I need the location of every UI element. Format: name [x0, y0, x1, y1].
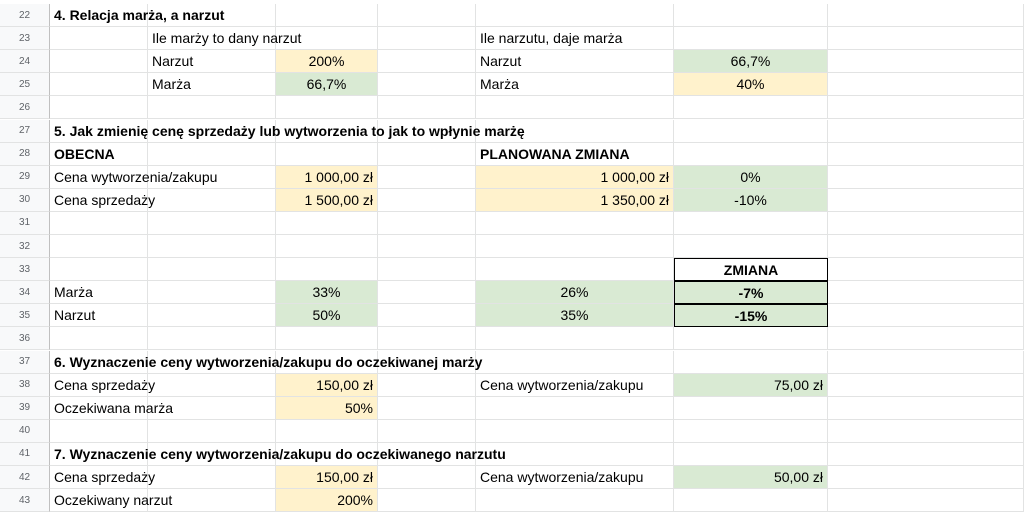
row-header[interactable]: 22	[0, 4, 50, 27]
cell[interactable]	[828, 50, 1024, 73]
cell[interactable]	[828, 212, 1024, 235]
value-cell[interactable]: 150,00 zł	[276, 466, 378, 489]
value-cell[interactable]: Cena wytworzenia/zakupu	[50, 166, 148, 189]
cell[interactable]	[828, 374, 1024, 397]
value-cell[interactable]: 0%	[674, 166, 828, 189]
cell[interactable]	[674, 397, 828, 420]
cell[interactable]	[476, 489, 674, 512]
cell[interactable]	[148, 374, 276, 397]
cell[interactable]	[378, 258, 476, 281]
cell[interactable]	[276, 258, 378, 281]
value-cell[interactable]: 1 000,00 zł	[476, 166, 674, 189]
value-cell[interactable]: Cena wytworzenia/zakupu	[476, 466, 674, 489]
row-header[interactable]: 35	[0, 304, 50, 327]
value-cell[interactable]: Cena wytworzenia/zakupu	[476, 374, 674, 397]
cell[interactable]	[828, 73, 1024, 96]
section-heading-cell[interactable]: 7. Wyznaczenie ceny wytworzenia/zakupu do oczekiwanego narzutu	[50, 443, 148, 466]
cell[interactable]	[378, 212, 476, 235]
row-header[interactable]: 37	[0, 351, 50, 374]
cell[interactable]	[378, 27, 476, 50]
cell[interactable]	[674, 351, 828, 374]
row-header[interactable]: 38	[0, 374, 50, 397]
cell[interactable]	[148, 466, 276, 489]
row-header[interactable]: 23	[0, 27, 50, 50]
section-heading-cell[interactable]: -15%	[674, 304, 828, 327]
section-heading-cell[interactable]: -7%	[674, 281, 828, 304]
cell[interactable]	[378, 327, 476, 350]
value-cell[interactable]: Narzut	[476, 50, 674, 73]
row-header[interactable]: 28	[0, 143, 50, 166]
value-cell[interactable]: Cena sprzedaży	[50, 189, 148, 212]
cell[interactable]	[828, 189, 1024, 212]
cell[interactable]	[50, 258, 148, 281]
cell[interactable]	[476, 327, 674, 350]
cell[interactable]	[378, 166, 476, 189]
cell[interactable]	[276, 4, 378, 27]
cell[interactable]	[276, 212, 378, 235]
value-cell[interactable]: 35%	[476, 304, 674, 327]
value-cell[interactable]: Oczekiwana marża	[50, 397, 148, 420]
value-cell[interactable]: 200%	[276, 50, 378, 73]
cell[interactable]	[50, 420, 148, 443]
cell[interactable]	[50, 27, 148, 50]
cell[interactable]	[378, 281, 476, 304]
value-cell[interactable]: Ile marży to dany narzut	[148, 27, 276, 50]
cell[interactable]	[378, 235, 476, 258]
value-cell[interactable]: 66,7%	[276, 73, 378, 96]
cell[interactable]	[828, 420, 1024, 443]
section-heading-cell[interactable]: OBECNA	[50, 143, 148, 166]
cell[interactable]	[276, 327, 378, 350]
row-header[interactable]: 40	[0, 420, 50, 443]
cell[interactable]	[378, 50, 476, 73]
cell[interactable]	[148, 212, 276, 235]
row-header[interactable]: 34	[0, 281, 50, 304]
row-header[interactable]: 29	[0, 166, 50, 189]
cell[interactable]	[476, 258, 674, 281]
cell[interactable]	[50, 212, 148, 235]
cell[interactable]	[476, 351, 674, 374]
cell[interactable]	[828, 281, 1024, 304]
cell[interactable]	[828, 397, 1024, 420]
cell[interactable]	[674, 96, 828, 119]
row-header[interactable]: 25	[0, 73, 50, 96]
row-header[interactable]: 33	[0, 258, 50, 281]
cell[interactable]	[674, 443, 828, 466]
cell[interactable]	[476, 420, 674, 443]
cell[interactable]	[828, 258, 1024, 281]
value-cell[interactable]: 1 500,00 zł	[276, 189, 378, 212]
cell[interactable]	[674, 489, 828, 512]
value-cell[interactable]: Narzut	[148, 50, 276, 73]
value-cell[interactable]: 150,00 zł	[276, 374, 378, 397]
cell[interactable]	[674, 120, 828, 143]
cell[interactable]	[476, 96, 674, 119]
cell[interactable]	[276, 420, 378, 443]
value-cell[interactable]: Cena sprzedaży	[50, 374, 148, 397]
cell[interactable]	[378, 304, 476, 327]
value-cell[interactable]: 40%	[674, 73, 828, 96]
value-cell[interactable]: Marża	[50, 281, 148, 304]
cell[interactable]	[378, 189, 476, 212]
cell[interactable]	[828, 235, 1024, 258]
section-heading-cell[interactable]: ZMIANA	[674, 258, 828, 281]
cell[interactable]	[148, 143, 276, 166]
cell[interactable]	[148, 235, 276, 258]
cell[interactable]	[148, 96, 276, 119]
cell[interactable]	[674, 143, 828, 166]
cell[interactable]	[828, 327, 1024, 350]
cell[interactable]	[828, 304, 1024, 327]
row-header[interactable]: 24	[0, 50, 50, 73]
value-cell[interactable]: 66,7%	[674, 50, 828, 73]
row-header[interactable]: 41	[0, 443, 50, 466]
row-header[interactable]: 27	[0, 120, 50, 143]
row-header[interactable]: 26	[0, 96, 50, 119]
cell[interactable]	[674, 4, 828, 27]
cell[interactable]	[674, 212, 828, 235]
value-cell[interactable]: 26%	[476, 281, 674, 304]
cell[interactable]	[276, 235, 378, 258]
value-cell[interactable]: 33%	[276, 281, 378, 304]
cell[interactable]	[148, 189, 276, 212]
cell[interactable]	[476, 235, 674, 258]
value-cell[interactable]: Marża	[476, 73, 674, 96]
cell[interactable]	[828, 166, 1024, 189]
cell[interactable]	[148, 281, 276, 304]
value-cell[interactable]: Narzut	[50, 304, 148, 327]
row-header[interactable]: 39	[0, 397, 50, 420]
cell[interactable]	[828, 443, 1024, 466]
cell[interactable]	[378, 420, 476, 443]
cell[interactable]	[476, 397, 674, 420]
cell[interactable]	[276, 96, 378, 119]
value-cell[interactable]: 200%	[276, 489, 378, 512]
row-header[interactable]: 36	[0, 327, 50, 350]
cell[interactable]	[828, 466, 1024, 489]
value-cell[interactable]: 1 000,00 zł	[276, 166, 378, 189]
row-header[interactable]: 30	[0, 189, 50, 212]
cell[interactable]	[378, 397, 476, 420]
cell[interactable]	[378, 73, 476, 96]
cell[interactable]	[674, 235, 828, 258]
cell[interactable]	[828, 96, 1024, 119]
row-header[interactable]: 43	[0, 489, 50, 512]
cell[interactable]	[828, 120, 1024, 143]
cell[interactable]	[148, 327, 276, 350]
cell[interactable]	[276, 143, 378, 166]
cell[interactable]	[50, 327, 148, 350]
cell[interactable]	[50, 73, 148, 96]
cell[interactable]	[50, 50, 148, 73]
cell[interactable]	[828, 351, 1024, 374]
cell[interactable]	[50, 235, 148, 258]
cell[interactable]	[378, 4, 476, 27]
value-cell[interactable]: 75,00 zł	[674, 374, 828, 397]
cell[interactable]	[674, 27, 828, 50]
value-cell[interactable]: 1 350,00 zł	[476, 189, 674, 212]
cell[interactable]	[50, 96, 148, 119]
value-cell[interactable]: 50%	[276, 397, 378, 420]
value-cell[interactable]: 50,00 zł	[674, 466, 828, 489]
value-cell[interactable]: Marża	[148, 73, 276, 96]
row-header[interactable]: 42	[0, 466, 50, 489]
value-cell[interactable]: Cena sprzedaży	[50, 466, 148, 489]
cell[interactable]	[378, 489, 476, 512]
cell[interactable]	[828, 489, 1024, 512]
cell[interactable]	[378, 466, 476, 489]
row-header[interactable]: 31	[0, 212, 50, 235]
cell[interactable]	[378, 96, 476, 119]
cell[interactable]	[148, 304, 276, 327]
section-heading-cell[interactable]: PLANOWANA ZMIANA	[476, 143, 674, 166]
value-cell[interactable]: Ile narzutu, daje marża	[476, 27, 674, 50]
value-cell[interactable]: 50%	[276, 304, 378, 327]
section-heading-cell[interactable]: 6. Wyznaczenie ceny wytworzenia/zakupu do oczekiwanej marży	[50, 351, 148, 374]
cell[interactable]	[674, 327, 828, 350]
cell[interactable]	[674, 420, 828, 443]
cell[interactable]	[476, 4, 674, 27]
cell[interactable]	[148, 258, 276, 281]
cell[interactable]	[148, 420, 276, 443]
cell[interactable]	[378, 143, 476, 166]
cell[interactable]	[828, 4, 1024, 27]
row-header[interactable]: 32	[0, 235, 50, 258]
value-cell[interactable]: -10%	[674, 189, 828, 212]
cell[interactable]	[476, 212, 674, 235]
value-cell[interactable]: Oczekiwany narzut	[50, 489, 148, 512]
cell[interactable]	[378, 374, 476, 397]
section-heading-cell[interactable]: 5. Jak zmienię cenę sprzedaży lub wytworzenia to jak to wpłynie marżę	[50, 120, 148, 143]
cell[interactable]	[828, 143, 1024, 166]
cell[interactable]	[828, 27, 1024, 50]
section-heading-cell[interactable]: 4. Relacja marża, a narzut	[50, 4, 148, 27]
